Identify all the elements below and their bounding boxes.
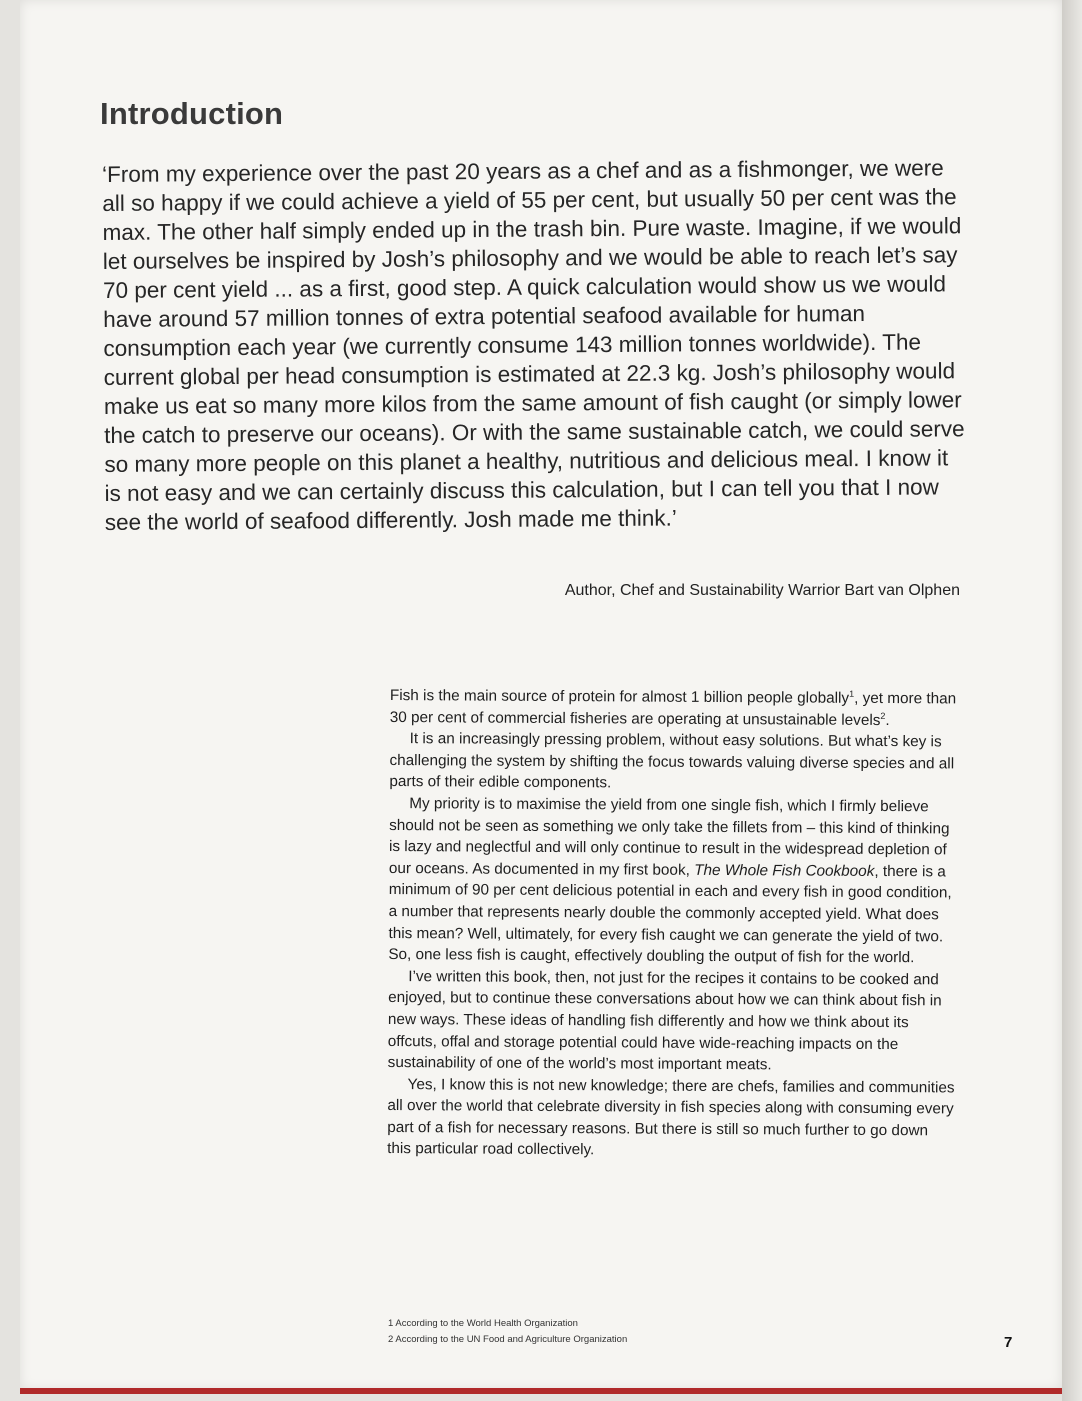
- body-text: [387, 685, 958, 1164]
- footnote-ref-1: 1: [849, 688, 855, 699]
- paragraph-1: [390, 685, 958, 732]
- paragraph-3-part-1: My priority is to maximise the yield from one single fish, which I firmly believe should not be seen as something we only take the fillets from – this kind of thinking is lazy and neglectful and will only continue to result in the widespread depletion of our oceans. As documented in my first book,: [388, 795, 950, 879]
- page-number: 7: [1004, 1334, 1013, 1351]
- footnote-ref-2: 2: [880, 710, 886, 721]
- paragraph-5: Yes, I know this is not new knowledge; there are chefs, families and communities all over the world that celebrate diversity in fish species along with consuming every part of a fish for necessary reasons. But there is still so much further to go down this particular road collectively.: [387, 1075, 955, 1159]
- quote-attribution: Author, Chef and Sustainability Warrior Bart van Olphen: [564, 582, 960, 599]
- paragraph-2: It is an increasingly pressing problem, without easy solutions. But what’s key is challenging the system by shifting the focus towards valuing diverse species and all parts of their edible components.: [389, 730, 955, 792]
- paragraph-4: I’ve written this book, then, not just for the recipes it contains to be cooked and enjoyed, but to continue these conversations about how we can think about fish in new ways. These ideas of handling fish differently and how we think about its offcuts, offal and storage potential could have wide-reaching impacts on the sustainability of one of the world’s most important meats.: [387, 967, 942, 1074]
- paragraph-1-part-1: Fish is the main source of protein for almost 1 billion people globally: [389, 686, 850, 707]
- paragraph-3-part-2: , there is a minimum of 90 per cent delicious potential in each and every fish in good condition, a number that represents nearly double the commonly accepted yield. What does this mean? Well, ultimately, for every fish caught we can generate the yield of two. So, one less fish is caught, effectively doubling the output of fish for the world.: [388, 862, 952, 967]
- paragraph-1-part-2: , yet more than 30 per cent of commercial fisheries are operating at unsustainable levels: [389, 689, 957, 729]
- book-title: The Whole Fish Cookbook: [694, 861, 875, 880]
- pull-quote: ‘From my experience over the past 20 years as a chef and as a fishmonger, we were all so happy if we could achieve a yield of 55 per cent, but usually 50 per cent was the max. The other half simply ended up in the trash bin. Pure waste. Imagine, if we would let ourselves be inspired by Josh’s philosophy and we would be able to reach let’s say 70 per cent yield ... as a first, good step. A quick calculation would show us we would have around 57 million tonnes of extra potential seafood available for human consumption each year (we currently consume 143 million tonnes worldwide). The current global per head consumption is estimated at 22.3 kg. Josh’s philosophy would make us eat so many more kilos from the same amount of fish caught (or simply lower the catch to preserve our oceans). Or with the same sustainable catch, we could serve so many more people on this planet a healthy, nutritious and delicious meal. I know it is not easy and we can certainly discuss this calculation, but I can tell you that I now see the world of seafood differently. Josh made me think.’: [102, 155, 965, 535]
- page-gutter-shadow: [1062, 0, 1082, 1401]
- footnotes: [388, 1316, 627, 1348]
- paragraph-3: [388, 793, 957, 969]
- book-cover-edge: [20, 1388, 1062, 1394]
- paragraph-1-part-3: .: [885, 711, 890, 729]
- footnote-2: 2 According to the UN Food and Agriculture Organization: [388, 1334, 628, 1345]
- footnote-1: 1 According to the World Health Organization: [388, 1318, 578, 1329]
- page-title: Introduction: [100, 96, 284, 131]
